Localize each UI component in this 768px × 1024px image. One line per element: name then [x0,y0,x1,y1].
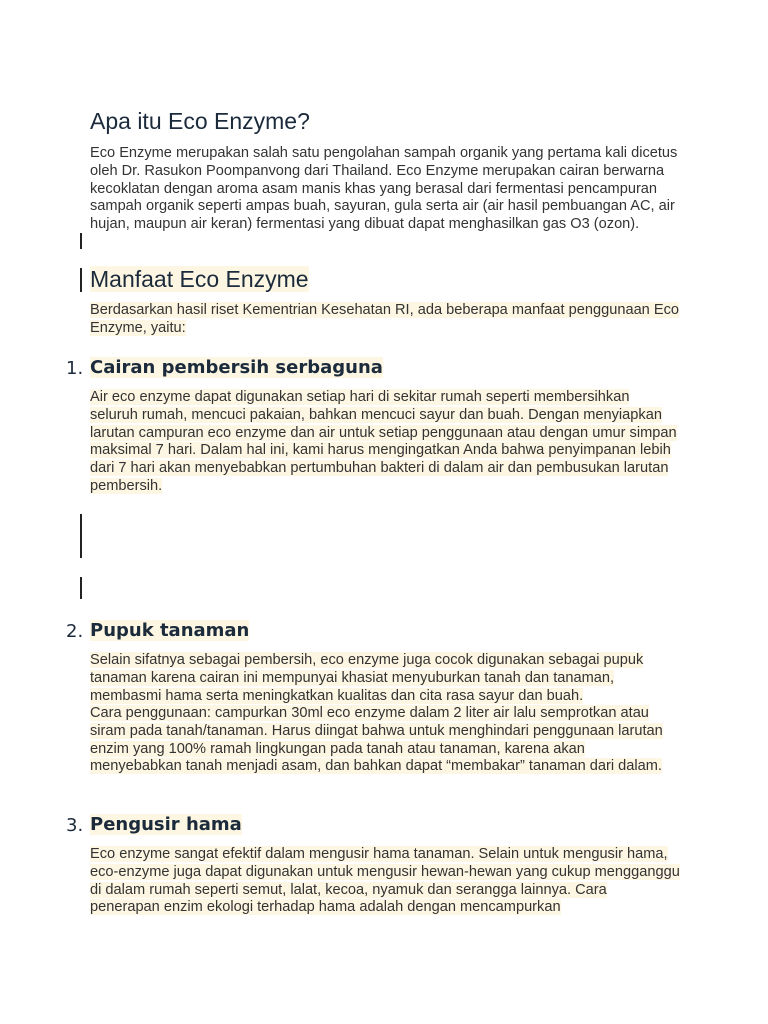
text-cursor [80,577,82,599]
list-item-body-text: Eco enzyme sangat efektif dalam mengusir hama tanaman. Selain untuk mengusir hama, eco-enzyme juga dapat digunakan untuk mengusir hewan-hewan yang cukup mengganggu di dalam rumah seperti semut, lalat, kecoa, nyamuk dan serangga lainnya. Cara penerapan enzim ekologi terhadap hama adalah dengan mencampurkan [90,846,680,916]
list-item-title [90,356,383,379]
text-cursor [80,233,82,249]
paragraph-intro: Eco Enzyme merupakan salah satu pengolahan sampah organik yang pertama kali dicetus oleh Dr. Rasukon Poompanvong dari Thailand. Eco Enzyme merupakan cairan berwarna kecoklatan dengan aroma asam manis khas yang berasal dari fermentasi pencampuran sampah organik seperti ampas buah, sayuran, gula serta air (air hasil pembuangan AC, air hujan, maupun air keran) fermentasi yang dibuat dapat menghasilkan gas O3 (ozon). [90,145,678,233]
text-cursor [80,514,82,558]
heading-text: Manfaat Eco Enzyme [90,266,309,292]
list-item-body-text: Cara penggunaan: campurkan 30ml eco enzyme dalam 2 liter air lalu semprotkan atau siram pada tanah/tanaman. Harus diingat bahwa untuk menghindari penggunaan larutan enzim yang 100% ramah lingkungan pada tanah atau tanaman, karena akan menyebabkan tanah menjadi asam, dan bahkan dapat “membakar” tanaman dari dalam. [90,705,663,775]
list-item-title [90,619,249,642]
paragraph-benefits-intro [90,302,680,338]
list-item-body [90,389,680,496]
list-number: 3. [66,815,84,836]
list-item-body [90,846,680,917]
list-item-title-text: Pupuk tanaman [90,620,250,641]
list-number: 1. [66,358,84,379]
list-item-title-text: Pengusir hama [90,814,242,835]
list-item-body [90,652,680,705]
list-item-body-text: Air eco enzyme dapat digunakan setiap hari di sekitar rumah seperti membersihkan seluruh rumah, mencuci pakaian, bahkan mencuci sayur dan buah. Dengan menyiapkan larutan campuran eco enzyme dan air untuk setiap penggunaan atau dengan umur simpan maksimal 7 hari. Dalam hal ini, kami harus mengingatkan Anda bahwa penyimpanan lebih dari 7 hari akan menyebabkan pertumbuhan bakteri di dalam air dan pembusukan larutan pembersih. [90,389,677,494]
list-item-title [90,813,242,836]
text-cursor [80,268,82,292]
list-number: 2. [66,621,84,642]
list-item-title-text: Cairan pembersih serbaguna [90,357,383,378]
list-item-body [90,705,680,776]
section-heading-what-is: Apa itu Eco Enzyme? [90,108,310,134]
list-item-body-text: Selain sifatnya sebagai pembersih, eco enzyme juga cocok digunakan sebagai pupuk tanaman karena cairan ini mempunyai khasiat menyuburkan tanah dan tanaman, membasmi hama serta meningkatkan kualitas dan cita rasa sayur dan buah. [90,652,644,704]
paragraph-text: Berdasarkan hasil riset Kementrian Kesehatan RI, ada beberapa manfaat penggunaan Eco Enzyme, yaitu: [90,302,680,336]
section-heading-benefits [90,266,309,294]
